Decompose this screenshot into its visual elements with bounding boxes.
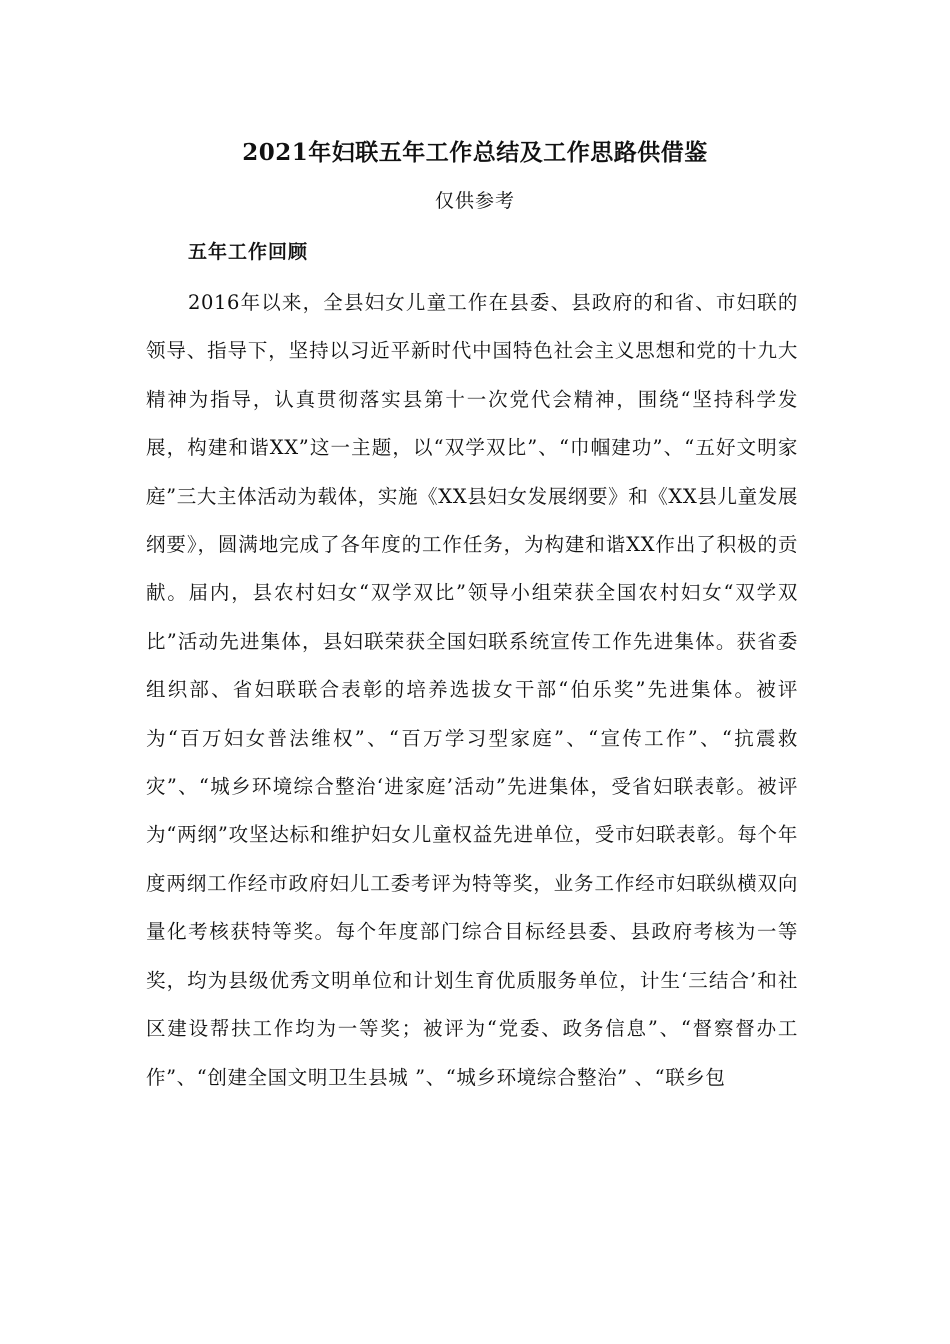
document-title: 2021年妇联五年工作总结及工作思路供借鉴 xyxy=(242,139,708,166)
section-heading: 五年工作回顾 xyxy=(188,241,309,263)
document-subtitle: 仅供参考 xyxy=(434,190,515,212)
body-paragraph: 2016年以来，全县妇女儿童工作在县委、县政府的和省、市妇联的领导、指导下，坚持以习近平新时代中国特色社会主义思想和党的十九大精神为指导，认真贯彻落实县第十一次党代会精神，围绕“坚持科学发展，构建和谐XX”这一主题，以“双学双比”、“巾帼建功”、“五好文明家庭”三大主体活动为载体，实施《XX县妇女发展纲要》和《XX县儿童发展纲要》，圆满地完成了各年度的工作任务，为构建和谐XX作出了积极的贡献。届内，县农村妇女“双学双比”领导小组荣获全国农村妇女“双学双比”活动先进集体，县妇联荣获全国妇联系统宣传工作先进集体。获省委组织部、省妇联联合表彰的培养选拔女干部“伯乐奖”先进集体。被评为“百万妇女普法维权”、“百万学习型家庭”、“宣传工作”、“抗震救灾”、“城乡环境综合整治‘进家庭’活动”先进集体，受省妇联表彰。被评为“两纲”攻坚达标和维护妇女儿童权益先进单位，受市妇联表彰。每个年度两纲工作经市政府妇儿工委考评为特等奖，业务工作经市妇联纵横双向量化考核获特等奖。每个年度部门综合目标经县委、县政府考核为一等奖，均为县级优秀文明单位和计划生育优质服务单位，计生‘三结合’和社区建设帮扶工作均为一等奖；被评为“党委、政务信息”、“督察督办工作”、“创建全国文明卫生县城 ”、“城乡环境综合整治” 、“联乡包 xyxy=(146,291,798,1089)
